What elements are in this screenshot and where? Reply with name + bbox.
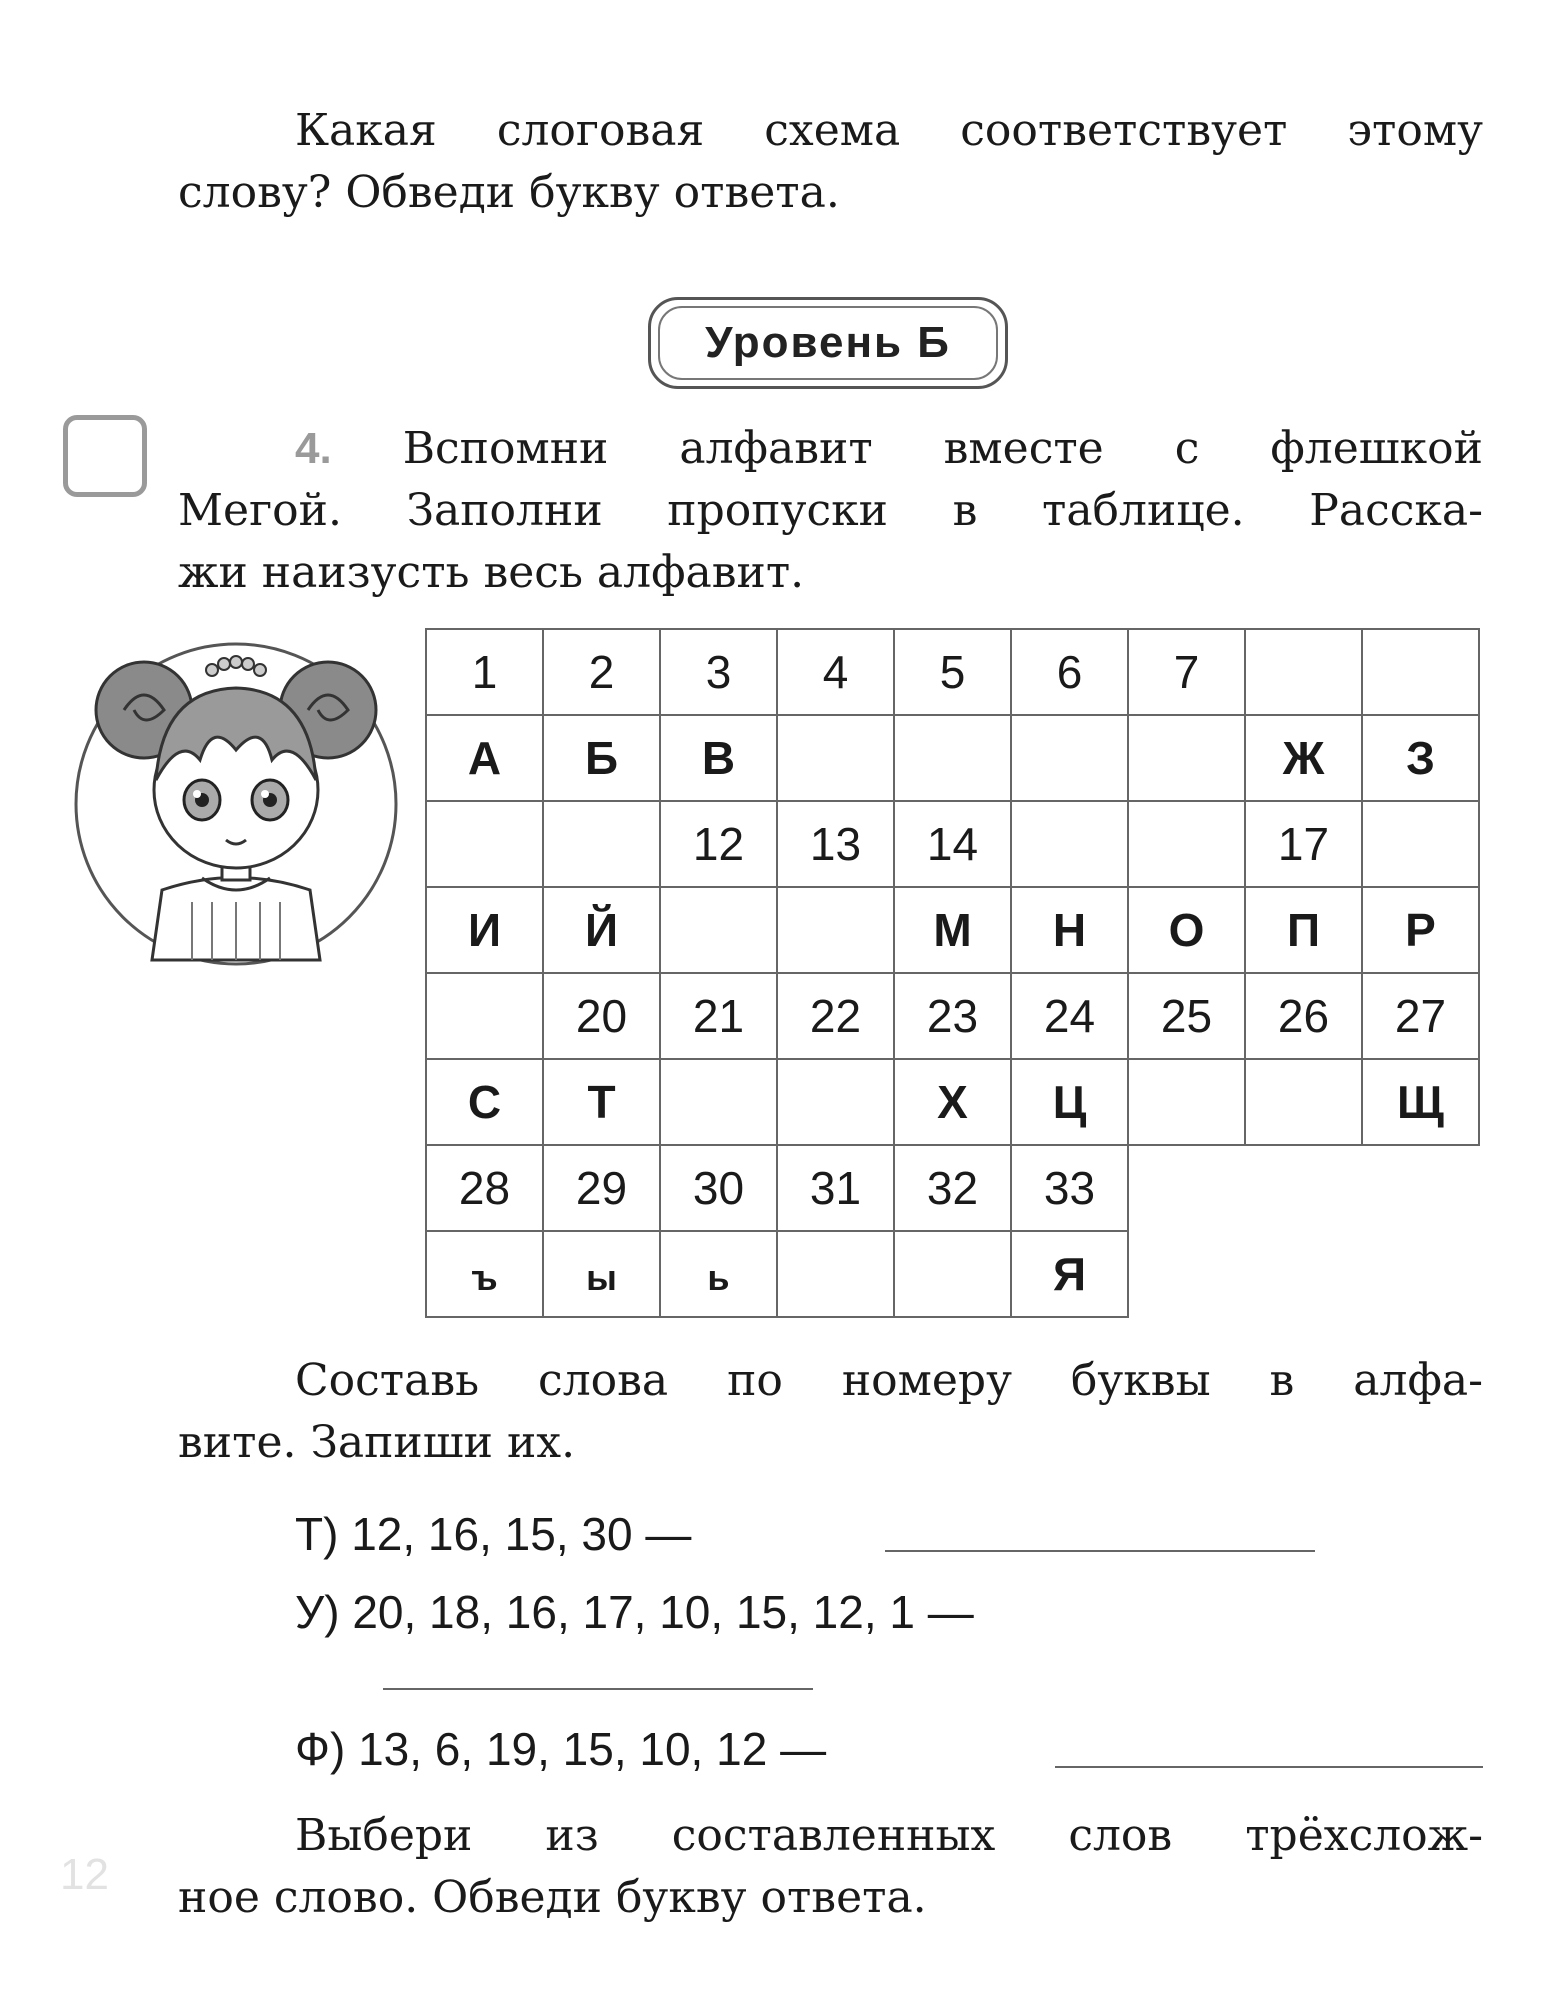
table-cell-blank[interactable] <box>1362 801 1479 887</box>
table-cell: 14 <box>894 801 1011 887</box>
table-empty-space <box>1362 1145 1479 1231</box>
table-cell <box>426 1231 543 1317</box>
table-row <box>426 973 1479 1059</box>
table-cell: Н <box>1011 887 1128 973</box>
intro-line-2: слову? Обведи букву ответа. <box>178 167 840 218</box>
table-cell: Я <box>1011 1231 1128 1317</box>
table-cell: 17 <box>1245 801 1362 887</box>
answer-line-u[interactable] <box>383 1688 813 1690</box>
table-cell-blank[interactable] <box>1362 629 1479 715</box>
choose-line-1: Выбери из составленных слов трёхслож- <box>295 1810 1483 1861</box>
table-cell: Б <box>543 715 660 801</box>
table-cell: П <box>1245 887 1362 973</box>
alphabet-table <box>425 628 1480 1318</box>
choose-line-2: ное слово. Обведи букву ответа. <box>178 1872 927 1923</box>
table-cell: Х <box>894 1059 1011 1145</box>
table-cell: 5 <box>894 629 1011 715</box>
table-cell: 21 <box>660 973 777 1059</box>
choose-paragraph <box>178 1805 1483 1929</box>
table-cell-blank[interactable] <box>1245 1059 1362 1145</box>
table-cell: 2 <box>543 629 660 715</box>
table-cell: О <box>1128 887 1245 973</box>
task-4-line-2: Мегой. Заполни пропуски в таблице. Расска- <box>178 485 1483 536</box>
task-checkbox[interactable] <box>63 415 147 497</box>
table-cell: 13 <box>777 801 894 887</box>
table-cell: 25 <box>1128 973 1245 1059</box>
table-cell: В <box>660 715 777 801</box>
table-cell-blank[interactable] <box>1245 629 1362 715</box>
table-row <box>426 715 1479 801</box>
table-cell-blank[interactable] <box>777 1059 894 1145</box>
table-cell: 29 <box>543 1145 660 1231</box>
page-number: 12 <box>60 1850 109 1899</box>
table-cell: Щ <box>1362 1059 1479 1145</box>
table-cell-blank[interactable] <box>777 1231 894 1317</box>
table-cell: 20 <box>543 973 660 1059</box>
answer-line-t[interactable] <box>885 1550 1315 1552</box>
table-cell: 27 <box>1362 973 1479 1059</box>
intro-paragraph <box>178 100 1483 224</box>
table-cell-blank[interactable] <box>1128 715 1245 801</box>
table-empty-space <box>1245 1145 1362 1231</box>
task-4-line-1 <box>178 418 1483 480</box>
table-row <box>426 629 1479 715</box>
table-cell: 22 <box>777 973 894 1059</box>
table-cell: 3 <box>660 629 777 715</box>
table-empty-space <box>1362 1231 1479 1317</box>
table-row <box>426 1231 1479 1317</box>
table-cell: Й <box>543 887 660 973</box>
table-cell-blank[interactable] <box>660 887 777 973</box>
table-cell-blank[interactable] <box>1011 715 1128 801</box>
table-cell: 6 <box>1011 629 1128 715</box>
table-row <box>426 1059 1479 1145</box>
table-cell: 31 <box>777 1145 894 1231</box>
table-cell-blank[interactable] <box>894 715 1011 801</box>
table-cell: 28 <box>426 1145 543 1231</box>
table-cell-blank[interactable] <box>777 715 894 801</box>
intro-line-1: Какая слоговая схема соответствует этому <box>295 105 1483 156</box>
table-cell-text: ы <box>586 1257 617 1298</box>
table-cell: Ц <box>1011 1059 1128 1145</box>
task-4-line-1-text: Вспомни алфавит вместе с флешкой <box>402 423 1483 474</box>
table-cell-blank[interactable] <box>894 1231 1011 1317</box>
table-cell: 24 <box>1011 973 1128 1059</box>
table-row <box>426 887 1479 973</box>
table-cell: 7 <box>1128 629 1245 715</box>
table-cell: 30 <box>660 1145 777 1231</box>
table-cell-text: ь <box>707 1257 730 1298</box>
compose-line-2: вите. Запиши их. <box>178 1417 576 1468</box>
table-cell: С <box>426 1059 543 1145</box>
table-cell: М <box>894 887 1011 973</box>
table-cell <box>543 1231 660 1317</box>
table-cell: И <box>426 887 543 973</box>
compose-line-1: Составь слова по номеру буквы в алфа- <box>295 1355 1483 1406</box>
table-cell: Т <box>543 1059 660 1145</box>
girl-character-portrait-icon <box>72 640 400 968</box>
table-cell-blank[interactable] <box>660 1059 777 1145</box>
table-cell-blank[interactable] <box>426 801 543 887</box>
table-cell: 26 <box>1245 973 1362 1059</box>
table-empty-space <box>1128 1231 1245 1317</box>
task-4-paragraph <box>178 418 1483 604</box>
table-cell: А <box>426 715 543 801</box>
level-badge <box>648 297 1008 389</box>
level-badge-label: Уровень Б <box>705 318 951 367</box>
table-cell: 1 <box>426 629 543 715</box>
table-cell-blank[interactable] <box>543 801 660 887</box>
table-cell: З <box>1362 715 1479 801</box>
table-cell: 4 <box>777 629 894 715</box>
table-cell-blank[interactable] <box>777 887 894 973</box>
table-cell: 12 <box>660 801 777 887</box>
table-cell: 32 <box>894 1145 1011 1231</box>
table-cell-blank[interactable] <box>426 973 543 1059</box>
table-cell-blank[interactable] <box>1128 1059 1245 1145</box>
table-row <box>426 1145 1479 1231</box>
exercise-u: У) 20, 18, 16, 17, 10, 15, 12, 1 — <box>295 1586 974 1638</box>
table-cell-blank[interactable] <box>1128 801 1245 887</box>
task-4-line-3: жи наизусть весь алфавит. <box>178 547 805 598</box>
table-row <box>426 801 1479 887</box>
table-cell: Ж <box>1245 715 1362 801</box>
table-cell <box>660 1231 777 1317</box>
table-cell-blank[interactable] <box>1011 801 1128 887</box>
compose-paragraph <box>178 1350 1483 1474</box>
table-empty-space <box>1128 1145 1245 1231</box>
table-cell: 33 <box>1011 1145 1128 1231</box>
answer-line-f[interactable] <box>1055 1766 1483 1768</box>
task-number: 4. <box>295 424 332 473</box>
table-empty-space <box>1245 1231 1362 1317</box>
table-cell: 23 <box>894 973 1011 1059</box>
table-cell: Р <box>1362 887 1479 973</box>
exercise-f: Ф) 13, 6, 19, 15, 10, 12 — <box>295 1723 827 1775</box>
table-cell-text: ъ <box>471 1257 498 1298</box>
exercise-t: Т) 12, 16, 15, 30 — <box>295 1508 692 1560</box>
